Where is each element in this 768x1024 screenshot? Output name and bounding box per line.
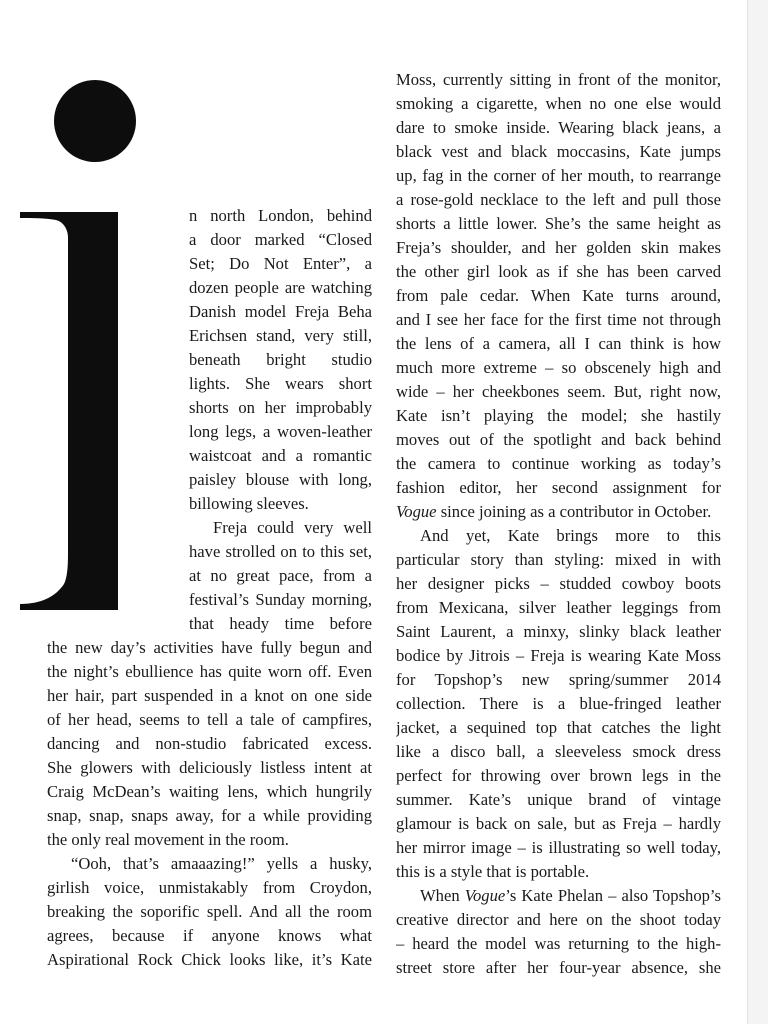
text-line: the night’s ebullience has quite worn off. Even (47, 662, 372, 681)
text-line: collection. There is a blue-fringed leather (396, 694, 721, 713)
text-line: the new day’s activities have fully begun and (47, 638, 372, 657)
text-line: have strolled on to this set, (189, 542, 372, 561)
text-line: paisley blouse with long, (189, 470, 372, 489)
text-line: Erichsen stand, very still, (189, 326, 372, 345)
text-line: her mirror image – is illustrating so well today, (396, 838, 721, 857)
text-line: Freja could very well (213, 518, 372, 537)
text-line: long legs, a woven-leather (189, 422, 372, 441)
text-line: street store after her four-year absence, she (396, 958, 721, 977)
text-line: Danish model Freja Beha (189, 302, 372, 321)
drop-cap-dot (54, 80, 136, 162)
text-line: Moss, currently sitting in front of the monitor, (396, 70, 721, 89)
text-line: Kate isn’t playing the model; she hastily (396, 406, 721, 425)
text-line: beneath bright studio (189, 350, 372, 369)
text-line: from pale cedar. When Kate turns around, (396, 286, 721, 305)
text-line: of her head, seems to tell a tale of campfires, (47, 710, 372, 729)
text-line: Craig McDean’s waiting lens, which hungrily (47, 782, 372, 801)
text-line: her hair, part suspended in a knot on one side (47, 686, 372, 705)
text-line: waistcoat and a romantic (189, 446, 372, 465)
text-line: And yet, Kate brings more to this (420, 526, 721, 545)
text-line: girlish voice, unmistakably from Croydon, (47, 878, 372, 897)
text-line: When Vogue’s Kate Phelan – also Topshop’s (420, 886, 721, 905)
text-line: her designer picks – studded cowboy boots (396, 574, 721, 593)
text-line: – heard the model was returning to the high- (396, 934, 721, 953)
text-line: at no great pace, from a (189, 566, 372, 585)
text-line: and I see her face for the first time not through (396, 310, 721, 329)
text-line: breaking the soporific spell. And all the room (47, 902, 372, 921)
text-line: a rose-gold necklace to the left and pull those (396, 190, 721, 209)
text-line: snap, snap, snaps away, for a while providing (47, 806, 372, 825)
text-line: moves out of the spotlight and back behind (396, 430, 721, 449)
text-line: festival’s Sunday morning, (189, 590, 372, 609)
text-line: from Mexicana, silver leather leggings from (396, 598, 721, 617)
text-line: Vogue since joining as a contributor in October. (396, 502, 712, 521)
text-line: this is a style that is portable. (396, 862, 590, 881)
text-line: smoking a cigarette, when no one else would (396, 94, 721, 113)
text-line: much more extreme – so obscenely high and (396, 358, 721, 377)
text-line: Set; Do Not Enter”, a (189, 254, 372, 273)
text-line: summer. Kate’s unique brand of vintage (396, 790, 721, 809)
text-line: agrees, because if anyone knows what (47, 926, 372, 945)
text-line: dozen people are watching (189, 278, 372, 297)
text-line: black vest and black moccasins, Kate jumps (396, 142, 721, 161)
text-line: bodice by Jitrois – Freja is wearing Kate Moss (396, 646, 721, 665)
text-line: for Topshop’s new spring/summer 2014 (396, 670, 721, 689)
text-line: shorts a little lower. She’s the same height as (396, 214, 721, 233)
text-line: glamour is back on sale, but as Freja – hardly (396, 814, 721, 833)
text-line: perfect for throwing over brown legs in the (396, 766, 721, 785)
text-line: particular story than styling: mixed in with (396, 550, 721, 569)
text-line: wide – her cheekbones seem. But, right now, (396, 382, 721, 401)
text-line: like a disco ball, a sleeveless smock dress (396, 742, 721, 761)
text-line: Freja’s shoulder, and her golden skin makes (396, 238, 721, 257)
text-line: fashion editor, her second assignment for (396, 478, 721, 497)
text-line: lights. She wears short (189, 374, 372, 393)
text-line: jacket, a sequined top that catches the light (396, 718, 721, 737)
text-line: shorts on her improbably (189, 398, 372, 417)
text-line: dare to smoke inside. Wearing black jeans, a (396, 118, 721, 137)
text-line: creative director and here on the shoot today (396, 910, 721, 929)
text-line: Aspirational Rock Chick looks like, it’s Kate (47, 950, 372, 969)
text-line: the only real movement in the room. (47, 830, 289, 849)
text-line: Saint Laurent, a minxy, slinky black leather (396, 622, 721, 641)
text-line: n north London, behind (189, 206, 372, 225)
text-line: the camera to continue working as today’s (396, 454, 721, 473)
text-line: a door marked “Closed (189, 230, 372, 249)
text-line: the other girl look as if she has been carved (396, 262, 721, 281)
text-line: “Ooh, that’s amaaazing!” yells a husky, (71, 854, 372, 873)
text-line: dancing and non-studio fabricated excess. (47, 734, 372, 753)
text-line: billowing sleeves. (189, 494, 309, 513)
text-line: the lens of a camera, all I can think is how (396, 334, 721, 353)
text-line: up, fag in the corner of her mouth, to rearrange (396, 166, 721, 185)
text-line: that heady time before (189, 614, 372, 633)
drop-cap-i-icon (20, 212, 188, 610)
text-line: She glowers with deliciously listless intent at (47, 758, 372, 777)
page-edge (747, 0, 768, 1024)
